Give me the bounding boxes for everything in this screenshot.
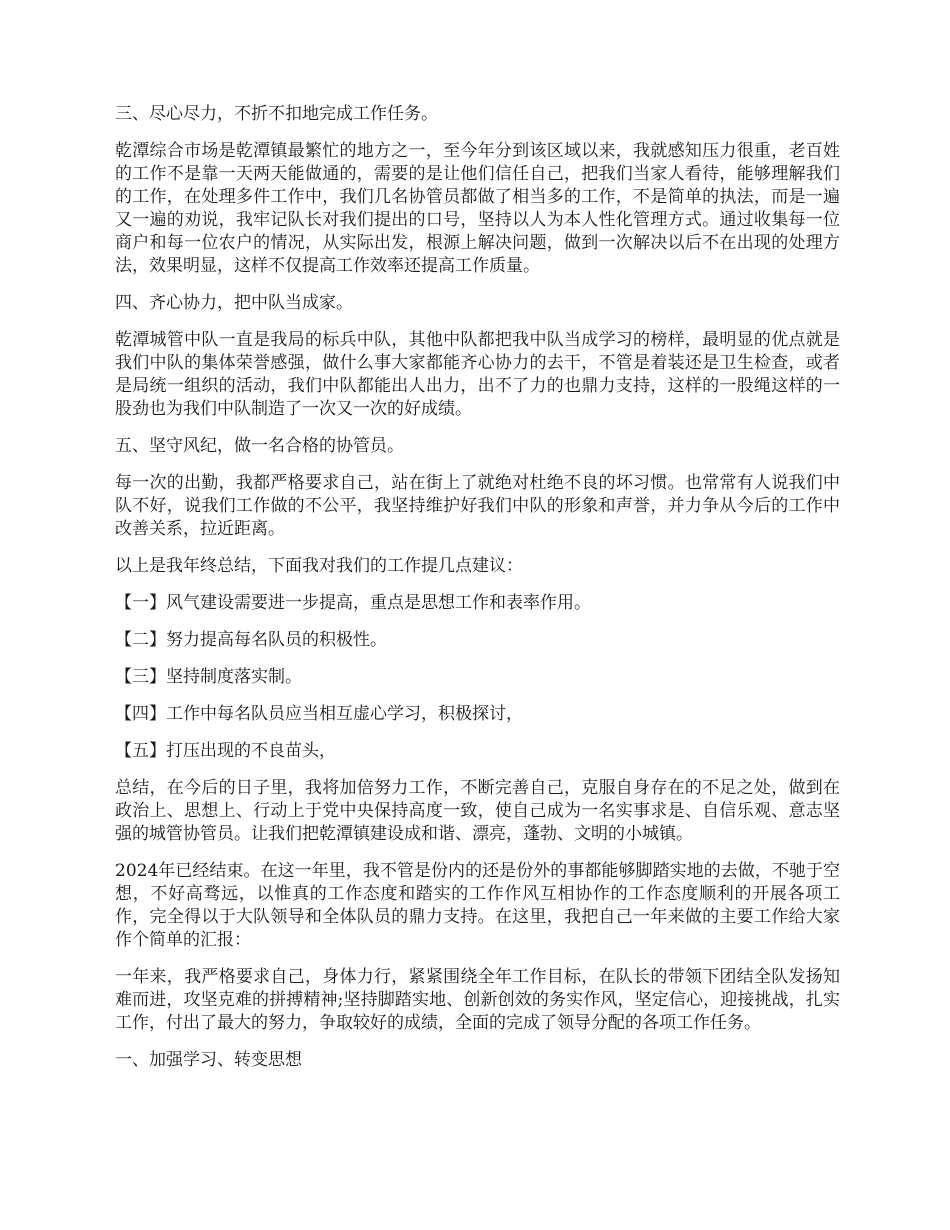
section-heading-1: 一、加强学习、转变思想	[115, 1050, 302, 1070]
section-heading-5: 五、坚守风纪，做一名合格的协管员。	[115, 436, 404, 456]
paragraph-conclusion: 总结，在今后的日子里，我将加倍努力工作，不断完善自己，克服自身存在的不足之处，做到在政治上、思想上、行动上于党中央保持高度一致，使自己成为一名实事求是、自信乐观、意志坚强的城管协管员。让我们把乾潭镇建设成和谐、漂亮，蓬勃、文明的小城镇。	[115, 778, 840, 844]
paragraph-market: 乾潭综合市场是乾潭镇最繁忙的地方之一，至今年分到该区域以来，我就感知压力很重，老百姓的工作不是靠一天两天能做通的，需要的是让他们信任自己，把我们当家人看待，能够理解我们的工作，在处理多件工作中，我们几名协管员都做了相当多的工作，不是简单的执法，而是一遍又一遍的劝说，我牢记队长对我们提出的口号，坚持以人为本人性化管理方式。通过收集每一位商户和每一位农户的情况，从实际出发，根源上解决问题，做到一次解决以后不在出现的处理方法，效果明显，这样不仅提高工作效率还提高工作质量。	[115, 141, 840, 276]
paragraph-year-review: 2024年已经结束。在这一年里，我不管是份内的还是份外的事都能够脚踏实地的去做，不驰于空想，不好高骛远，以惟真的工作态度和踏实的工作作风互相协作的工作态度顺利的开展各项工作，完全得以于大队领导和全体队员的鼎力支持。在这里，我把自己一年来做的主要工作给大家作个简单的汇报：	[115, 861, 840, 950]
paragraph-team: 乾潭城管中队一直是我局的标兵中队，其他中队都把我中队当成学习的榜样，最明显的优点就是我们中队的集体荣誉感强，做什么事大家都能齐心协力的去干，不管是着装还是卫生检查，或者是局统一组织的活动，我们中队都能出人出力，出不了力的也鼎力支持，这样的一股绳这样的一股劲也为我们中队制造了一次又一次的好成绩。	[115, 330, 840, 419]
paragraph-discipline: 每一次的出勤，我都严格要求自己，站在街上了就绝对杜绝不良的坏习惯。也常常有人说我们中队不好，说我们工作做的不公平，我坚持维护好我们中队的形象和声誉，并力争从今后的工作中改善关系，拉近距离。	[115, 473, 840, 539]
paragraph-suggestions-intro: 以上是我年终总结，下面我对我们的工作提几点建议：	[115, 556, 523, 576]
suggestion-item-1: 【一】风气建设需要进一步提高，重点是思想工作和表率作用。	[115, 593, 591, 613]
suggestion-item-3: 【三】坚持制度落实制。	[115, 667, 302, 687]
suggestion-item-4: 【四】工作中每名队员应当相互虚心学习，积极探讨，	[115, 704, 523, 724]
paragraph-year-work: 一年来，我严格要求自己，身体力行，紧紧围绕全年工作目标，在队长的带领下团结全队发扬知难而进，攻坚克难的拼搏精神;坚持脚踏实地、创新创效的务实作风，坚定信心，迎接挑战，扎实工作，付出了最大的努力，争取较好的成绩，全面的完成了领导分配的各项工作任务。	[115, 967, 840, 1033]
section-heading-3: 三、尽心尽力，不折不扣地完成工作任务。	[115, 104, 438, 124]
suggestion-item-5: 【五】打压出现的不良苗头，	[115, 741, 336, 761]
suggestion-item-2: 【二】努力提高每名队员的积极性。	[115, 630, 387, 650]
section-heading-4: 四、齐心协力，把中队当成家。	[115, 293, 353, 313]
document-page	[115, 103, 840, 1086]
